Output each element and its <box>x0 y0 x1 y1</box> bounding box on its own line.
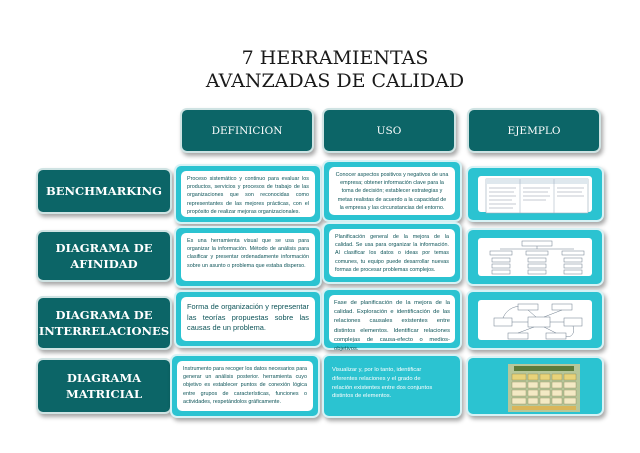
afinidad-definicion-card <box>174 226 322 288</box>
interrelaciones-definicion-card <box>174 290 322 348</box>
benchmarking-ejemplo-card <box>466 166 604 222</box>
afinidad-uso-card <box>322 222 462 284</box>
title-line-2: AVANZADAS DE CALIDAD <box>205 70 465 92</box>
header-definicion: DEFINICION <box>180 108 314 153</box>
benchmarking-uso-card <box>322 160 462 222</box>
interrelaciones-uso-card <box>322 288 462 353</box>
row-label-benchmarking: BENCHMARKING <box>36 168 172 214</box>
afinidad-example-image <box>478 238 592 276</box>
interrelaciones-uso-text: Fase de planificación de la mejora de la calidad. Exploración e identificación de las relaciones causales existentes entre distintos elementos. Identificar relaciones complejas de causa-efecto o medios-objetivos. <box>329 295 455 343</box>
matricial-example-image <box>508 364 576 408</box>
benchmarking-definicion-card <box>174 164 322 224</box>
row-label-diagrama-matricial: DIAGRAMA MATRICIAL <box>36 358 172 414</box>
afinidad-ejemplo-card <box>466 228 604 286</box>
matricial-ejemplo-card <box>466 356 604 416</box>
page-title <box>170 47 500 93</box>
matricial-uso-card <box>322 354 462 418</box>
matricial-definicion-text: Instrumento para recoger los datos necesarios para generar un análisis posterior. herramienta cuyo objetivo es establecer puntos de conexión lógica entre grupos de características, funciones o actividades, respetándolos gráficamente. <box>177 361 313 411</box>
interrelaciones-definicion-text: Forma de organización y representar las teorías propuestas sobre las causas de un problema. <box>181 297 315 341</box>
interrelaciones-example-image <box>478 300 592 340</box>
title-line-1: 7 HERRAMIENTAS <box>241 47 429 69</box>
row-label-diagrama-interrelaciones: DIAGRAMA DE INTERRELACIONES <box>36 296 172 350</box>
matricial-definicion-card <box>170 354 320 418</box>
header-ejemplo: EJEMPLO <box>467 108 601 153</box>
afinidad-definicion-text: Es una herramienta visual que se usa para organizar la información. Método de análisis para clasificar y presentar ordenadamente información sobre un asunto o problema que estaba disperso. <box>181 233 315 281</box>
matricial-uso-text: Visualizar y, por lo tanto, identificar diferentes relaciones y el grado de relación existentes entre dos conjuntos distintos de elementos. <box>332 367 433 400</box>
afinidad-uso-text: Planificación general de la mejora de la calidad. Se usa para organizar la información. Al clasificar los datos o ideas por temas comunes, tu equipo puede desarrollar nuevas formas de procesar problemas complejos. <box>329 229 455 277</box>
row-label-diagrama-afinidad: DIAGRAMA DE AFINIDAD <box>36 230 172 282</box>
interrelaciones-ejemplo-card <box>466 290 604 350</box>
benchmarking-definicion-text: Proceso sistemático y continuo para evaluar los productos, servicios y procesos de trabajo de las organizaciones que son reconocidas como representantes de las mejores prácticas, con el propósito de realizar mejoras organizacionales. <box>181 171 315 217</box>
header-uso: USO <box>322 108 456 153</box>
benchmarking-example-image <box>478 176 592 212</box>
benchmarking-uso-text: Conocer aspectos positivos y negativos de una empresa; obtener información clave para la toma de decisión; establecer estrategias y metas realistas de acuerdo a la capacidad de la empresa y las circunstancias del entorno. <box>329 167 455 215</box>
